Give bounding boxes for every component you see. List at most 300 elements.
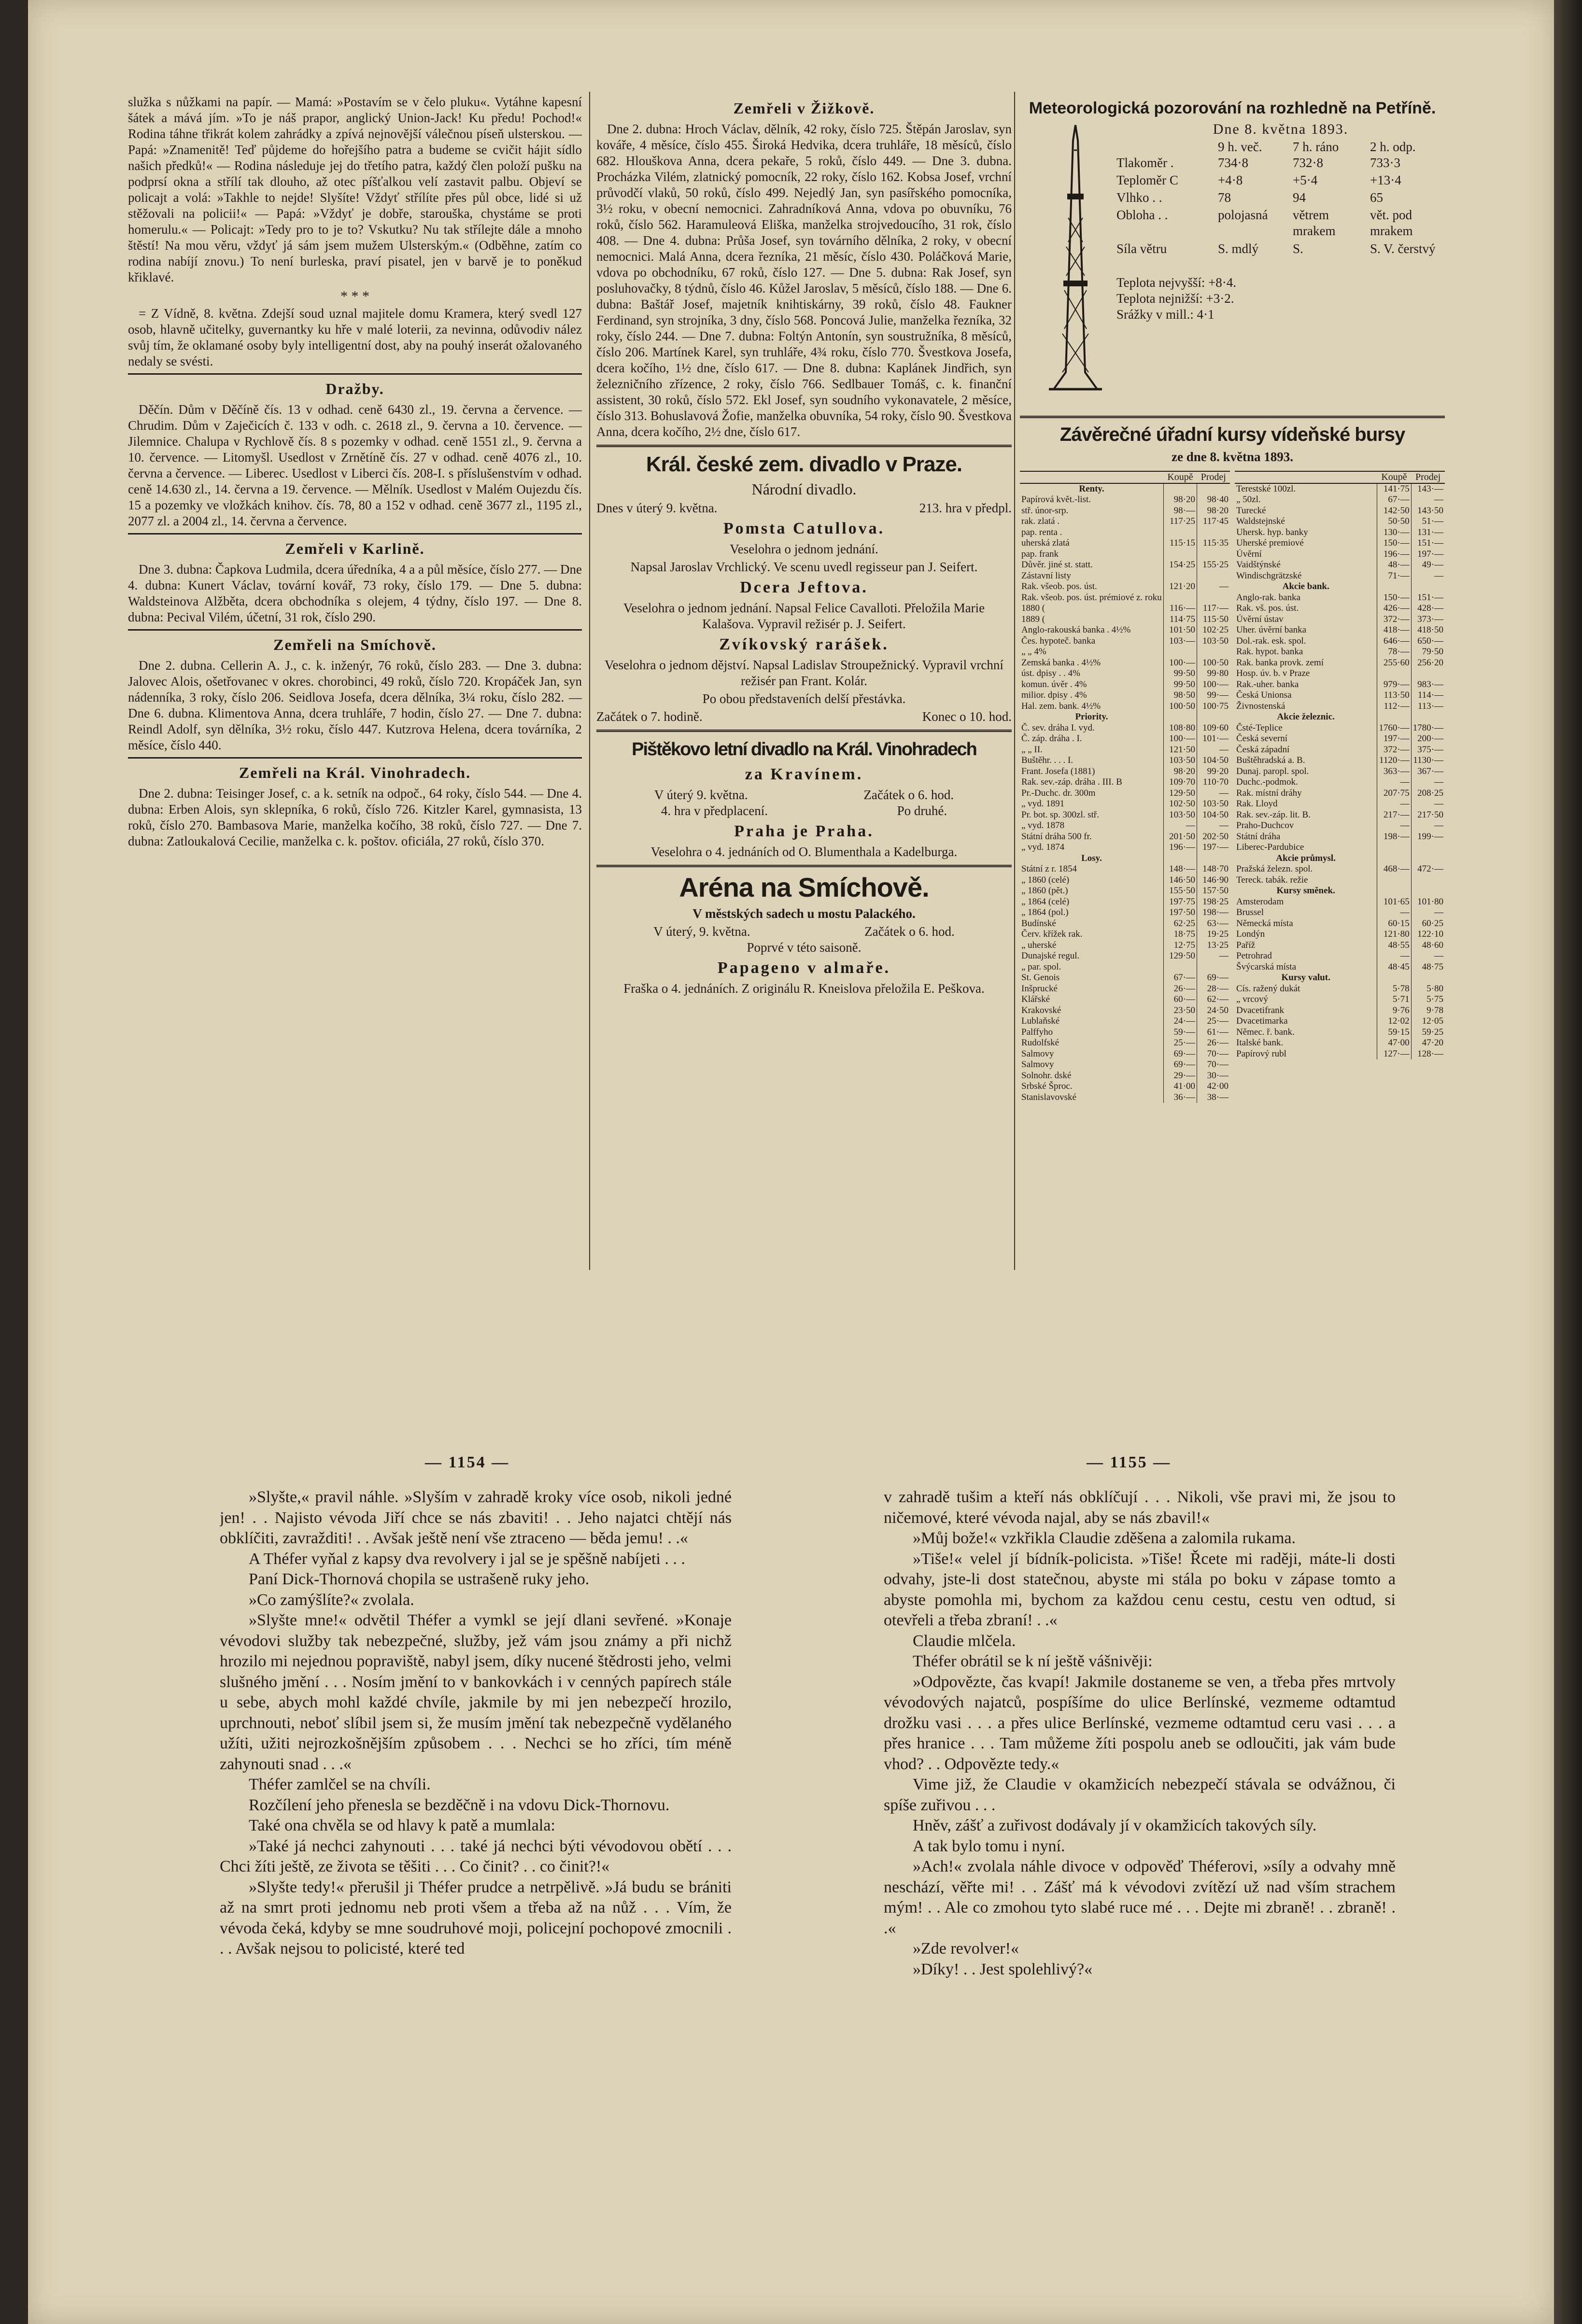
kurs-row — [1020, 560, 1230, 571]
kurs-buy-value: 197·— — [1377, 733, 1411, 745]
kurs-sell-value — [1411, 886, 1445, 897]
kurs-row — [1020, 679, 1230, 690]
kurs-buy-value: 41·00 — [1164, 1081, 1197, 1092]
kurs-row — [1020, 1070, 1230, 1082]
arena-date: V úterý, 9. května. — [653, 924, 750, 939]
kurs-row — [1020, 820, 1230, 831]
kurs-buy-value: 102·50 — [1164, 799, 1197, 810]
kurs-item-name: „ „ II. — [1021, 744, 1043, 755]
kurs-sell-value: 375·— — [1411, 745, 1445, 756]
meteo-label: Teploměr C — [1116, 173, 1178, 187]
kurs-row — [1235, 1049, 1445, 1060]
play1-desc: Veselohra o jednom jednání. — [730, 542, 878, 556]
kurs-sell-value: 1130·— — [1411, 755, 1445, 766]
kurs-row — [1235, 886, 1445, 897]
kurs-row — [1020, 592, 1230, 604]
kurs-sell-value — [1411, 842, 1445, 853]
kurs-sell-value: 115·50 — [1197, 614, 1230, 625]
page-number-left: — 1154 — — [425, 1453, 510, 1471]
heading-smichov: Zemřeli na Smíchově. — [273, 636, 437, 653]
kurs-sell-value: — — [1411, 820, 1445, 831]
kurs-item-name: „ 50zl. — [1236, 494, 1261, 505]
kurs-sell-value — [1197, 962, 1230, 973]
meteo-label: Síla větru — [1116, 241, 1167, 256]
kurs-sell-value: 30·— — [1197, 1070, 1230, 1082]
kurs-row — [1020, 636, 1230, 647]
kurs-row — [1020, 788, 1230, 799]
story-paragraph: »Zde revolver!« — [913, 1940, 1019, 1958]
kurs-sell-value: 100·— — [1197, 679, 1230, 690]
kurs-buy-value — [1377, 712, 1411, 723]
kurs-row — [1020, 538, 1230, 549]
meteo-head-2: 7 h. ráno — [1293, 140, 1339, 154]
meteo-value: +5·4 — [1293, 173, 1318, 187]
kurs-buy-value: 121·50 — [1164, 745, 1197, 756]
kurs-row — [1020, 886, 1230, 897]
kurs-row — [1020, 897, 1230, 908]
kurs-item-name: Renty. — [1079, 483, 1104, 494]
kurs-row — [1020, 647, 1230, 658]
kurs-item-name: Buštěhradská a. B. — [1236, 755, 1305, 765]
kurs-sell-value: 418·50 — [1411, 625, 1445, 636]
kurs-row — [1020, 712, 1230, 723]
kurs-sell-value: 5·80 — [1411, 984, 1445, 995]
kurs-item-name: Akcie průmysl. — [1276, 853, 1336, 863]
kurs-buy-value — [1164, 647, 1197, 658]
play3-after: Po obou představeních delší přestávka. — [702, 691, 906, 706]
meteo-value: 78 — [1218, 190, 1231, 205]
kurs-row — [1235, 918, 1445, 930]
kurs-item-name: Rak. sev.-záp. lit. B. — [1236, 809, 1311, 820]
kurs-sell-value: — — [1197, 820, 1230, 831]
kurs-buy-value: 12·75 — [1164, 940, 1197, 951]
kurs-sell-value: 59·25 — [1411, 1027, 1445, 1038]
kurs-item-name: Rak. vš. pos. úst. — [1236, 603, 1299, 613]
kurs-row — [1020, 777, 1230, 788]
kurs-item-name: Státní z r. 1854 — [1021, 864, 1077, 874]
kurs-sell-value: 101·— — [1197, 733, 1230, 745]
kurs-item-name: Italské bank. — [1236, 1038, 1284, 1048]
kurs-buy-value: 98·50 — [1164, 690, 1197, 701]
kurs-sell-value: 48·75 — [1411, 962, 1445, 973]
kurs-sell-value: 109·60 — [1197, 723, 1230, 734]
kurs-buy-value — [1164, 527, 1197, 538]
meteo-min: Teplota nejnižší: +3·2. — [1116, 291, 1234, 306]
kurs-row — [1020, 1081, 1230, 1092]
kurs-item-name: „ vrcový — [1236, 994, 1268, 1004]
kurs-row — [1020, 549, 1230, 560]
kurs-buy-value: 1760·— — [1377, 723, 1411, 734]
kurs-buy-value: 979·— — [1377, 679, 1411, 690]
kurs-sell-value: 104·50 — [1197, 755, 1230, 766]
book-spine — [1554, 0, 1582, 2324]
kurs-buy-value: 59·— — [1164, 1027, 1197, 1038]
kurs-sell-value: 19·25 — [1197, 929, 1230, 940]
kurs-item-name: Tereck. tabák. režie — [1236, 874, 1308, 885]
kurs-item-name: Duchc.-podmok. — [1236, 777, 1298, 787]
kurs-item-name: Němec. ř. bank. — [1236, 1027, 1295, 1037]
kurs-sell-value: 197·— — [1197, 842, 1230, 853]
pistek-second: Po druhé. — [897, 803, 947, 818]
kurs-row — [1020, 853, 1230, 864]
kurs-item-name: Uher. úvěrní banka — [1236, 625, 1307, 635]
kurs-item-name: Amsterodam — [1236, 896, 1284, 907]
kurs-row — [1235, 625, 1445, 636]
arena-start: Začátek o 6. hod. — [864, 924, 955, 939]
article-zizkov: Dne 2. dubna: Hroch Václav, dělník, 42 roky, číslo 725. Štěpán Jaroslav, syn kováře, 4 měsíce, číslo 455. Široká Hedvika, dcera truhláře, 18 měsíců, číslo 682. Hlouškova Anna, dcera pekaře, 5 roků, číslo 449. — Dne 3. dubna. Procházka Vilém, zlatnický pomocník, 22 roky, číslo 162. Kobsa Josef, vrchní průvodčí vlaků, 50 roků, číslo 499. Nejedlý Jan, syn pasířského pomocníka, 3½ roku, v obecní nemocnici. Zahradníková Anna, vdova po obuvníku, 76 roků, číslo 562. Haramuleová Eliška, manželka strojvedoucího, 31 rok, číslo 408. — Dne 4. dubna: Průša Josef, syn továrního dělníka, 2 roky, v obecní nemocnici. Malá Anna, dcera řezníka, 21 měsíc, číslo 430. Poláčková Marie, vdova po obchodníku, 67 roků, číslo 127. — Dne 5. dubna: Rak Josef, syn posluhovačky, 8 týdnů, číslo 46. Kůžel Jaroslav, 5 měsíců, číslo 188. — Dne 6. dubna: Baštář Josef, majetník knihtiskárny, 39 roků, číslo 48. Faukner Ferdinand, syn strojníka, 3 dny, číslo 568. Poncová Julie, manželka řezníka, 32 roky, číslo 244. — Dne 7. dubna: Foltýn Antonín, syn soustružníka, 8 měsíců, číslo 206. Martínek Karel, syn truhláře, 4¾ roku, číslo 770. Švestkova Josefa, dcera kočího, 1½ dne, číslo 617. — Dne 8. dubna: Kaplánek Jindřich, syn železničního zřízence, 2 roky, číslo 766. Sedlbauer Tomáš, c. k. finanční assistent, 30 roků, číslo 572. Ekl Josef, syn soudního vykonavatele, 2 měsíce, číslo 313. Bohuslavová Žofie, manželka obuvníka, 54 roky, číslo 90. Švestkova Anna, dcera kočího, 2½ dne, číslo 617. — [596, 122, 1012, 439]
kurs-buy-value: 100·50 — [1164, 701, 1197, 712]
kurs-item-name: „ par. spol. — [1021, 961, 1061, 972]
meteo-value: vět. pod mrakem — [1370, 208, 1413, 238]
article-vinohrady: Dne 2. dubna: Teisinger Josef, c. a k. setník na odpoč., 64 roky, číslo 544. — Dne 4. dubna: Erben Alois, syn sklepníka, 6 roků, číslo 726. Kitzler Karel, gymnasista, 13 roků, číslo 270. Bambasova Marie, manželka kočího, 38 roků, číslo 727. — Dne 7. dubna: Zatloukalová Cecilie, manželka c. k. poštov. oficiála, 27 roků, číslo 370. — [128, 786, 582, 848]
kurs-item-name: Waldstejnské — [1236, 516, 1285, 526]
kurs-item-name: Česká západní — [1236, 744, 1290, 755]
kurs-buy-value: 100·— — [1164, 658, 1197, 669]
pistek-desc: Veselohra o 4. jednáních od O. Blumenthala a Kadelburga. — [650, 845, 958, 859]
kurs-buy-value: 197·75 — [1164, 897, 1197, 908]
kurs-buy-value: 67·— — [1377, 494, 1411, 506]
kurs-buy-value: 255·60 — [1377, 658, 1411, 669]
kurs-item-name: Rak. všeob. pos. úst. — [1021, 581, 1097, 592]
kurs-buy-value: 129·50 — [1164, 951, 1197, 962]
kurs-item-name: Krakovské — [1021, 1005, 1061, 1015]
meteo-value: S. mdlý — [1218, 241, 1259, 256]
kurs-buy-value: 98·20 — [1164, 494, 1197, 506]
left-column — [128, 94, 582, 1282]
kurs-buy-value — [1377, 875, 1411, 886]
kurs-buy-value: 646·— — [1377, 636, 1411, 647]
middle-column — [596, 94, 1012, 1282]
kurs-row — [1020, 810, 1230, 821]
kurs-row — [1235, 929, 1445, 940]
kurs-sell-value: 151·— — [1411, 538, 1445, 549]
kurs-buy-value: 116·— — [1164, 603, 1197, 614]
kurs-row — [1020, 483, 1230, 495]
kurs-sell-value: 69·— — [1197, 972, 1230, 984]
story-paragraph: Paní Dick-Thornová chopila se ustrašeně ruky jeho. — [249, 1570, 590, 1588]
kurs-item-name: „ „ 4% — [1021, 647, 1046, 657]
kurs-sell-value: — — [1411, 571, 1445, 582]
kurs-item-name: Hosp. úv. b. v Praze — [1236, 668, 1310, 678]
kurs-sell-value: 49·— — [1411, 560, 1445, 571]
kurs-sell-value — [1197, 853, 1230, 864]
kurs-sell-value: 51·— — [1411, 516, 1445, 527]
kurs-buy-value: 129·50 — [1164, 788, 1197, 799]
kurs-sell-value: 70·— — [1197, 1049, 1230, 1060]
kurs-item-name: „ 1864 (celé) — [1021, 896, 1070, 907]
kurs-item-name: Úvěrní — [1236, 549, 1262, 559]
kurs-sell-value: 47·20 — [1411, 1038, 1445, 1049]
kurs-item-name: „ vyd. 1891 — [1021, 799, 1065, 809]
kurs-item-name: Čes. hypoteč. banka — [1021, 635, 1096, 646]
kurs-item-name: „ 1864 (pol.) — [1021, 907, 1069, 917]
theatre-subtitle: Národní divadlo. — [751, 480, 857, 498]
kurs-buy-value: 198·— — [1377, 831, 1411, 843]
meteo-rain: Srážky v mill.: 4·1 — [1116, 307, 1215, 322]
kurs-sell-value: 128·— — [1411, 1049, 1445, 1060]
kurs-sell-value: — — [1197, 951, 1230, 962]
meteo-date: Dne 8. května 1893. — [1213, 121, 1349, 137]
kurs-sell-value — [1411, 972, 1445, 984]
kurs-sell-value: 113·— — [1411, 701, 1445, 712]
kurs-buy-value: 217·— — [1377, 810, 1411, 821]
kurs-sell-value — [1411, 581, 1445, 592]
kurs-row — [1235, 1005, 1445, 1016]
kurs-buy-value — [1377, 972, 1411, 984]
play1-author: Napsal Jaroslav Vrchlický. Ve scenu uvedl regisseur pan J. Seifert. — [630, 560, 978, 574]
kurs-buy-value: 113·50 — [1377, 690, 1411, 701]
kurs-row — [1020, 614, 1230, 625]
kurs-sell-value: 256·20 — [1411, 658, 1445, 669]
kurs-item-name: Frant. Josefa (1881) — [1021, 766, 1095, 776]
article-auctions: Děčín. Dům v Děčíně čís. 13 v odhad. ceně 6430 zl., 19. června a července. — Chrudim. Dům v Zaječicích č. 133 v odh. c. 2618 zl., 9. června a 10. července. — Jilemnice. Chalupa v Rychlově čís. 8 s pozemky v odhad. ceně 1551 zl., 9. června a 10. července. — Litomyšl. Usedlost v Zrnětíně čís. 27 v odhad. ceně 4076 zl., 10. června a července. — Liberec. Usedlost v Liberci čís. 208-I. s příslušenstvím v odhad. ceně 14.630 zl., 14. června a 19. července. — Mělník. Usedlost v Malém Oujezdu čís. 15 a pozemky ve vložkách knihov. čís. 78, 80 a 152 v odhad. ceně 3677 zl., 1195 zl., 2077 zl. a 2004 zl., 14. června a července. — [128, 402, 582, 528]
kurs-row — [1235, 853, 1445, 864]
kurs-sell-value: 38·— — [1197, 1092, 1230, 1103]
kurs-sell-value: 12·05 — [1411, 1016, 1445, 1027]
kurs-item-name: Rak. všeob. pos. úst. prémiové z. roku — [1021, 592, 1162, 603]
kurs-row — [1235, 723, 1445, 734]
kurs-sell-value — [1411, 712, 1445, 723]
story-paragraph: Rozčílení jeho přenesla se bezděčně i na vdovu Dick-Thornovu. — [249, 1796, 670, 1814]
kurs-buy-value: 29·— — [1164, 1070, 1197, 1082]
kurs-buy-value: — — [1377, 907, 1411, 918]
kurs-item-name: „ 1860 (pět.) — [1021, 886, 1068, 896]
kurs-item-name: Brussel — [1236, 907, 1264, 917]
kurs-row — [1235, 972, 1445, 984]
kurs-sell-value — [1197, 483, 1230, 495]
kurs-sell-value: 103·50 — [1197, 636, 1230, 647]
kurs-buy-value: 67·— — [1164, 972, 1197, 984]
kurs-item-name: Salmovy — [1021, 1059, 1054, 1070]
kurs-buy-value — [1164, 549, 1197, 560]
kurs-row — [1235, 516, 1445, 527]
kurs-buy-value: 372·— — [1377, 745, 1411, 756]
kurs-sell-value — [1197, 712, 1230, 723]
kurs-row — [1020, 603, 1230, 614]
kurs-sell-value: 157·50 — [1197, 886, 1230, 897]
kurs-row — [1235, 483, 1445, 495]
kurs-row — [1020, 951, 1230, 962]
kurs-buy-value: 201·50 — [1164, 831, 1197, 843]
kurs-row — [1020, 668, 1230, 679]
kurs-item-name: pap. frank — [1021, 549, 1059, 559]
kurs-item-name: 1880 ( — [1021, 603, 1045, 613]
kurs-buy-value: 18·75 — [1164, 929, 1197, 940]
kurs-row — [1020, 625, 1230, 636]
pistek-start: Začátek o 6. hod. — [863, 788, 954, 802]
kurs-buy-value: 59·15 — [1377, 1027, 1411, 1038]
meteo-max: Teplota nejvyšší: +8·4. — [1116, 275, 1237, 290]
kurs-item-name: Anglo-rakouská banka . 4½% — [1021, 625, 1131, 635]
kurs-sell-value: 104·50 — [1197, 810, 1230, 821]
kurs-buy-value: 101·65 — [1377, 897, 1411, 908]
kurs-item-name: Liberec-Pardubice — [1236, 842, 1304, 852]
kurs-row — [1235, 745, 1445, 756]
theatre-end: Konec o 10. hod. — [922, 709, 1012, 724]
column-divider — [589, 92, 590, 1270]
kurs-row — [1235, 538, 1445, 549]
kurs-item-name: St. Genois — [1021, 972, 1060, 983]
kurs-buy-value: — — [1377, 777, 1411, 788]
kurs-item-name: Praho-Duchcov — [1236, 820, 1294, 831]
pistek-subscription: 4. hra v předplacení. — [661, 803, 768, 818]
kurs-row — [1020, 929, 1230, 940]
kurs-buy-value — [1377, 581, 1411, 592]
story-paragraph: »Slyšte tedy!« přerušil ji Théfer prudce a netrpělivě. »Já budu se brániti až na smrt proti jednomu neb proti všem a třeba až na nůž . . . Vím, že vévoda čeká, kdyby se mne soudruhové moji, policejní pochopové zmocnili . . . Avšak nejsou to policisté, které ted — [220, 1878, 732, 1958]
kurs-item-name: Solnohr. dské — [1021, 1070, 1072, 1081]
kurs-sell-value: 62·— — [1197, 994, 1230, 1005]
kurs-buy-value: 1120·— — [1377, 755, 1411, 766]
kurs-buy-value: 197·50 — [1164, 907, 1197, 918]
play2-desc: Veselohra o jednom jednání. Napsal Felice Cavalloti. Přeložila Marie Kalašova. Vypravil režisér p. J. Seifert. — [623, 601, 985, 631]
kurs-buy-value: 50·50 — [1377, 516, 1411, 527]
kurs-sell-value: — — [1411, 494, 1445, 506]
kurs-item-name: Anglo-rak. banka — [1236, 592, 1300, 603]
kurs-item-name: milior. dpisy . 4% — [1021, 690, 1087, 700]
kurs-buy-value: 69·— — [1164, 1049, 1197, 1060]
kurs-item-name: Německá místa — [1236, 918, 1293, 929]
pistek-title: Pištěkovo letní divadlo na Král. Vinohradech — [632, 739, 976, 760]
kurs-buy-value: 99·50 — [1164, 679, 1197, 690]
kurs-item-name: „ vyd. 1878 — [1021, 820, 1065, 831]
pistek-play: Praha je Praha. — [734, 822, 874, 840]
story-paragraph: Théfer zamlčel se na chvíli. — [249, 1775, 431, 1793]
kurs-buy-value: 98·— — [1164, 506, 1197, 517]
kurs-sell-value: 199·— — [1411, 831, 1445, 843]
kurs-row — [1020, 962, 1230, 973]
kurs-sell-value: — — [1411, 777, 1445, 788]
kurs-row — [1020, 918, 1230, 930]
kurs-buy-value: 121·80 — [1377, 929, 1411, 940]
kurs-row — [1020, 984, 1230, 995]
kurs-sell-value: — — [1197, 788, 1230, 799]
kurs-buy-value: 155·50 — [1164, 886, 1197, 897]
kurs-sell-value: 28·— — [1197, 984, 1230, 995]
arena-play: Papageno v almaře. — [717, 959, 891, 977]
story-paragraph: »Odpovězte, čas kvapí! Jakmile dostaneme se ven, a třeba přes mrtvoly vévodových najatců, pospíšíme do ulice Berlínské, vezmeme odtamtud drožku vasi . . . a přes ulice Berlínské, vezmeme odtamtud ceru vasi . . . a přes hranice . . . Tam můžeme žíti pospolu aneb se odloučiti, jak vám bude vhod? . . Odpovězte tedy.« — [884, 1673, 1396, 1773]
kurs-table-left — [1020, 471, 1230, 1103]
story-left-column — [220, 1487, 732, 2284]
kurs-sell-value: 143·— — [1411, 483, 1445, 495]
kurs-row — [1235, 1027, 1445, 1038]
kurs-buy-value: 127·— — [1377, 1049, 1411, 1060]
kurs-row — [1235, 875, 1445, 886]
kurs-row — [1020, 733, 1230, 745]
kurs-item-name: Rak. banka provk. zemí — [1236, 657, 1324, 668]
article-intro: služka s nůžkami na papír. — Mamá: »Postavím se v čelo pluku«. Vytáhne kapesní šátek a mává jím. »To je náš prapor, anglický Union-Jack! Ku předu! Pochod!« Rodina táhne třikrát kolem zahrádky a zpívá nejnovější válečnou píseň ulsterskou. — Papá: »Znamenitě! Teď půjdeme do hořejšího patra a budeme se cvičit hájit sídlo našich předků!« — Rodina následuje jej do třetího patra, každý člen položí pušku na podprsí okna a střílí tak dlouho, až otec píšťalkou velí zastavit palbu. Objeví se policajt a volá: »Takhle to nejde! Slyšíte! Vždyť střílíte přes půl obce, lidé si už stěžovali na policii!« — Papá: »Vždyť je dobře, starouška, chystáme se proti homerulu.« — Policajt: »Tedy pro to je to? Vskutku? Nu tak střílejte dále a mnoho štěstí! Na mou věru, vždyť já sám jsem mužem Ulsterským.« (Odběhne, zatím co rodina nabíjí znovu.) To není burleska, praví pisatel, jen v barvě je to poněkud křiklavé. — [128, 95, 582, 284]
kurs-item-name: rak. zlatá . — [1021, 516, 1060, 526]
kurs-row — [1235, 494, 1445, 506]
play1-title: Pomsta Catullova. — [723, 520, 885, 537]
kurs-item-name: Dunaj. paropl. spol. — [1236, 766, 1309, 776]
kurs-row — [1235, 994, 1445, 1005]
kurs-row — [1235, 940, 1445, 951]
kurs-item-name: Česká Unionsa — [1236, 690, 1292, 700]
kurs-item-name: Srbské Šproc. — [1021, 1081, 1073, 1091]
kurs-buy-value: 103·50 — [1164, 810, 1197, 821]
kurs-item-name: Dvacetifrank — [1236, 1005, 1285, 1015]
kurs-item-name: Česká severní — [1236, 733, 1288, 744]
story-paragraph: »Také já nechci zahynouti . . . také já nechci býti vévodovou obětí . . . Chci žíti ještě, ze života se těšiti . . . Co činit? . . co činit?!« — [220, 1837, 732, 1875]
kurs-item-name: Cís. ražený dukát — [1236, 983, 1300, 994]
petrin-tower-icon — [1039, 121, 1112, 392]
kurs-buy-value: 48·45 — [1377, 962, 1411, 973]
kurs-buy-value — [1164, 962, 1197, 973]
kurs-buy-value: — — [1164, 820, 1197, 831]
kurs-sell-value — [1197, 549, 1230, 560]
kurs-row — [1020, 494, 1230, 506]
kurs-buy-value — [1164, 571, 1197, 582]
kurs-col-sell: Prodej — [1411, 471, 1445, 483]
kurs-row — [1235, 614, 1445, 625]
kurs-item-name: Čsté-Teplice — [1236, 722, 1283, 733]
kurs-row — [1235, 810, 1445, 821]
meteo-label: Obloha . . — [1116, 208, 1168, 222]
kurs-row — [1235, 506, 1445, 517]
kurs-row — [1235, 1016, 1445, 1027]
heading-auctions: Dražby. — [325, 380, 384, 397]
kurs-row — [1235, 581, 1445, 592]
kurs-buy-value: 48·55 — [1377, 940, 1411, 951]
kurs-item-name: Palffyho — [1021, 1027, 1053, 1037]
kurs-buy-value: 99·50 — [1164, 668, 1197, 679]
kurs-buy-value: 12·02 — [1377, 1016, 1411, 1027]
kurs-row — [1235, 951, 1445, 962]
kurs-buy-value: 121·20 — [1164, 581, 1197, 592]
kurs-sell-value: 63·— — [1197, 918, 1230, 930]
kurs-sell-value: 79·50 — [1411, 647, 1445, 658]
kurs-buy-value: 148·— — [1164, 864, 1197, 875]
story-paragraph: »Tiše!« velel jí bídník-policista. »Tiše! Řcete mi raději, máte-li dosti odvahy, jste-li dost statečnou, abyste mi stála po boku v zápase tomto a abyste pomohla mi, bychom za každou cenu cestu, cestu ven odtud, si otevřeli a třeba zbraní! . .« — [884, 1549, 1396, 1629]
kurs-row — [1020, 1016, 1230, 1027]
kurs-item-name: Buštěhr. . . . I. — [1021, 755, 1074, 765]
kurs-sell-value: 99·20 — [1197, 766, 1230, 777]
kurs-row — [1020, 571, 1230, 582]
kurs-item-name: Pr.-Duchc. dr. 300m — [1021, 788, 1096, 798]
kurs-buy-value — [1377, 668, 1411, 679]
article-vienna: = Z Vídně, 8. května. Zdejší soud uznal majitele domu Kramera, který svedl 127 osob, hlavně učitelky, guvernantky ku hře v malé loterii, za nevinna, odůvodiv nález svůj tím, že oklamané osoby byly intelligentní dost, aby na pouhý inserát ožalovaného nedaly se svésti. — [128, 306, 582, 368]
kurs-sell-value: 48·60 — [1411, 940, 1445, 951]
kurs-sell-value: 650·— — [1411, 636, 1445, 647]
story-paragraph: »Slyšte mne!« odvětil Théfer a vymkl se její dlani sevřené. »Konaje vévodovi služby tak nebezpečné, služby, jež vám jsou známy a při nichž hrozilo mi nejednou popraviště, nabyl jsem, díky nucené štědrosti jeho, velmi slušného jmění . . . Nosím jmění to v bankovkách i v cenných papírech stále u sebe, abych mohl každé chvíle, jakmile by mi jen nebezpečí hrozilo, uprchnouti, neboť slíbil jsem si, že musím jmění tak nebezpečně vydělaného užíti, užiti nejrozkošnějším způsobem . . . Nechci se ho zříci, tím méně zahynouti snad . . .« — [220, 1611, 732, 1773]
story-paragraph: A Théfer vyňal z kapsy dva revolvery i jal se je spěšně nabíjeti . . . — [249, 1549, 685, 1568]
kurs-item-name: Petrohrad — [1236, 951, 1272, 961]
kurs-buy-value: 103·— — [1164, 636, 1197, 647]
kurs-buy-value — [1164, 853, 1197, 864]
kurs-row — [1235, 647, 1445, 658]
kurs-buy-value: 47·00 — [1377, 1038, 1411, 1049]
kurs-buy-value: 26·— — [1164, 984, 1197, 995]
kurs-buy-value: 207·75 — [1377, 788, 1411, 799]
kurs-sell-value: 42·00 — [1197, 1081, 1230, 1092]
kurs-item-name: Č. sev. dráha I. vyd. — [1021, 722, 1095, 733]
kurs-buy-value: 69·— — [1164, 1059, 1197, 1070]
kurs-row — [1235, 701, 1445, 712]
kurs-item-name: Rak.-uher. banka — [1236, 679, 1299, 690]
kurs-buy-value: 71·— — [1377, 571, 1411, 582]
kurs-row — [1020, 723, 1230, 734]
pistek-subtitle: za Kravínem. — [745, 765, 863, 783]
kurs-item-name: komun. úvěr . 4% — [1021, 679, 1087, 690]
kurs-buy-value: 60·— — [1164, 994, 1197, 1005]
kurs-buy-value: 5·71 — [1377, 994, 1411, 1005]
kurs-buy-value: 60·15 — [1377, 918, 1411, 930]
play3-desc: Veselohra o jednom dějství. Napsal Ladislav Stroupežnický. Vypravil vrchní režisér pan Frant. Kolár. — [605, 658, 1003, 688]
kurs-sell-value: 99·80 — [1197, 668, 1230, 679]
kurs-row — [1235, 571, 1445, 582]
kurs-item-name: stř. únor-srp. — [1021, 505, 1069, 516]
kurs-buy-value: 141·75 — [1377, 483, 1411, 495]
